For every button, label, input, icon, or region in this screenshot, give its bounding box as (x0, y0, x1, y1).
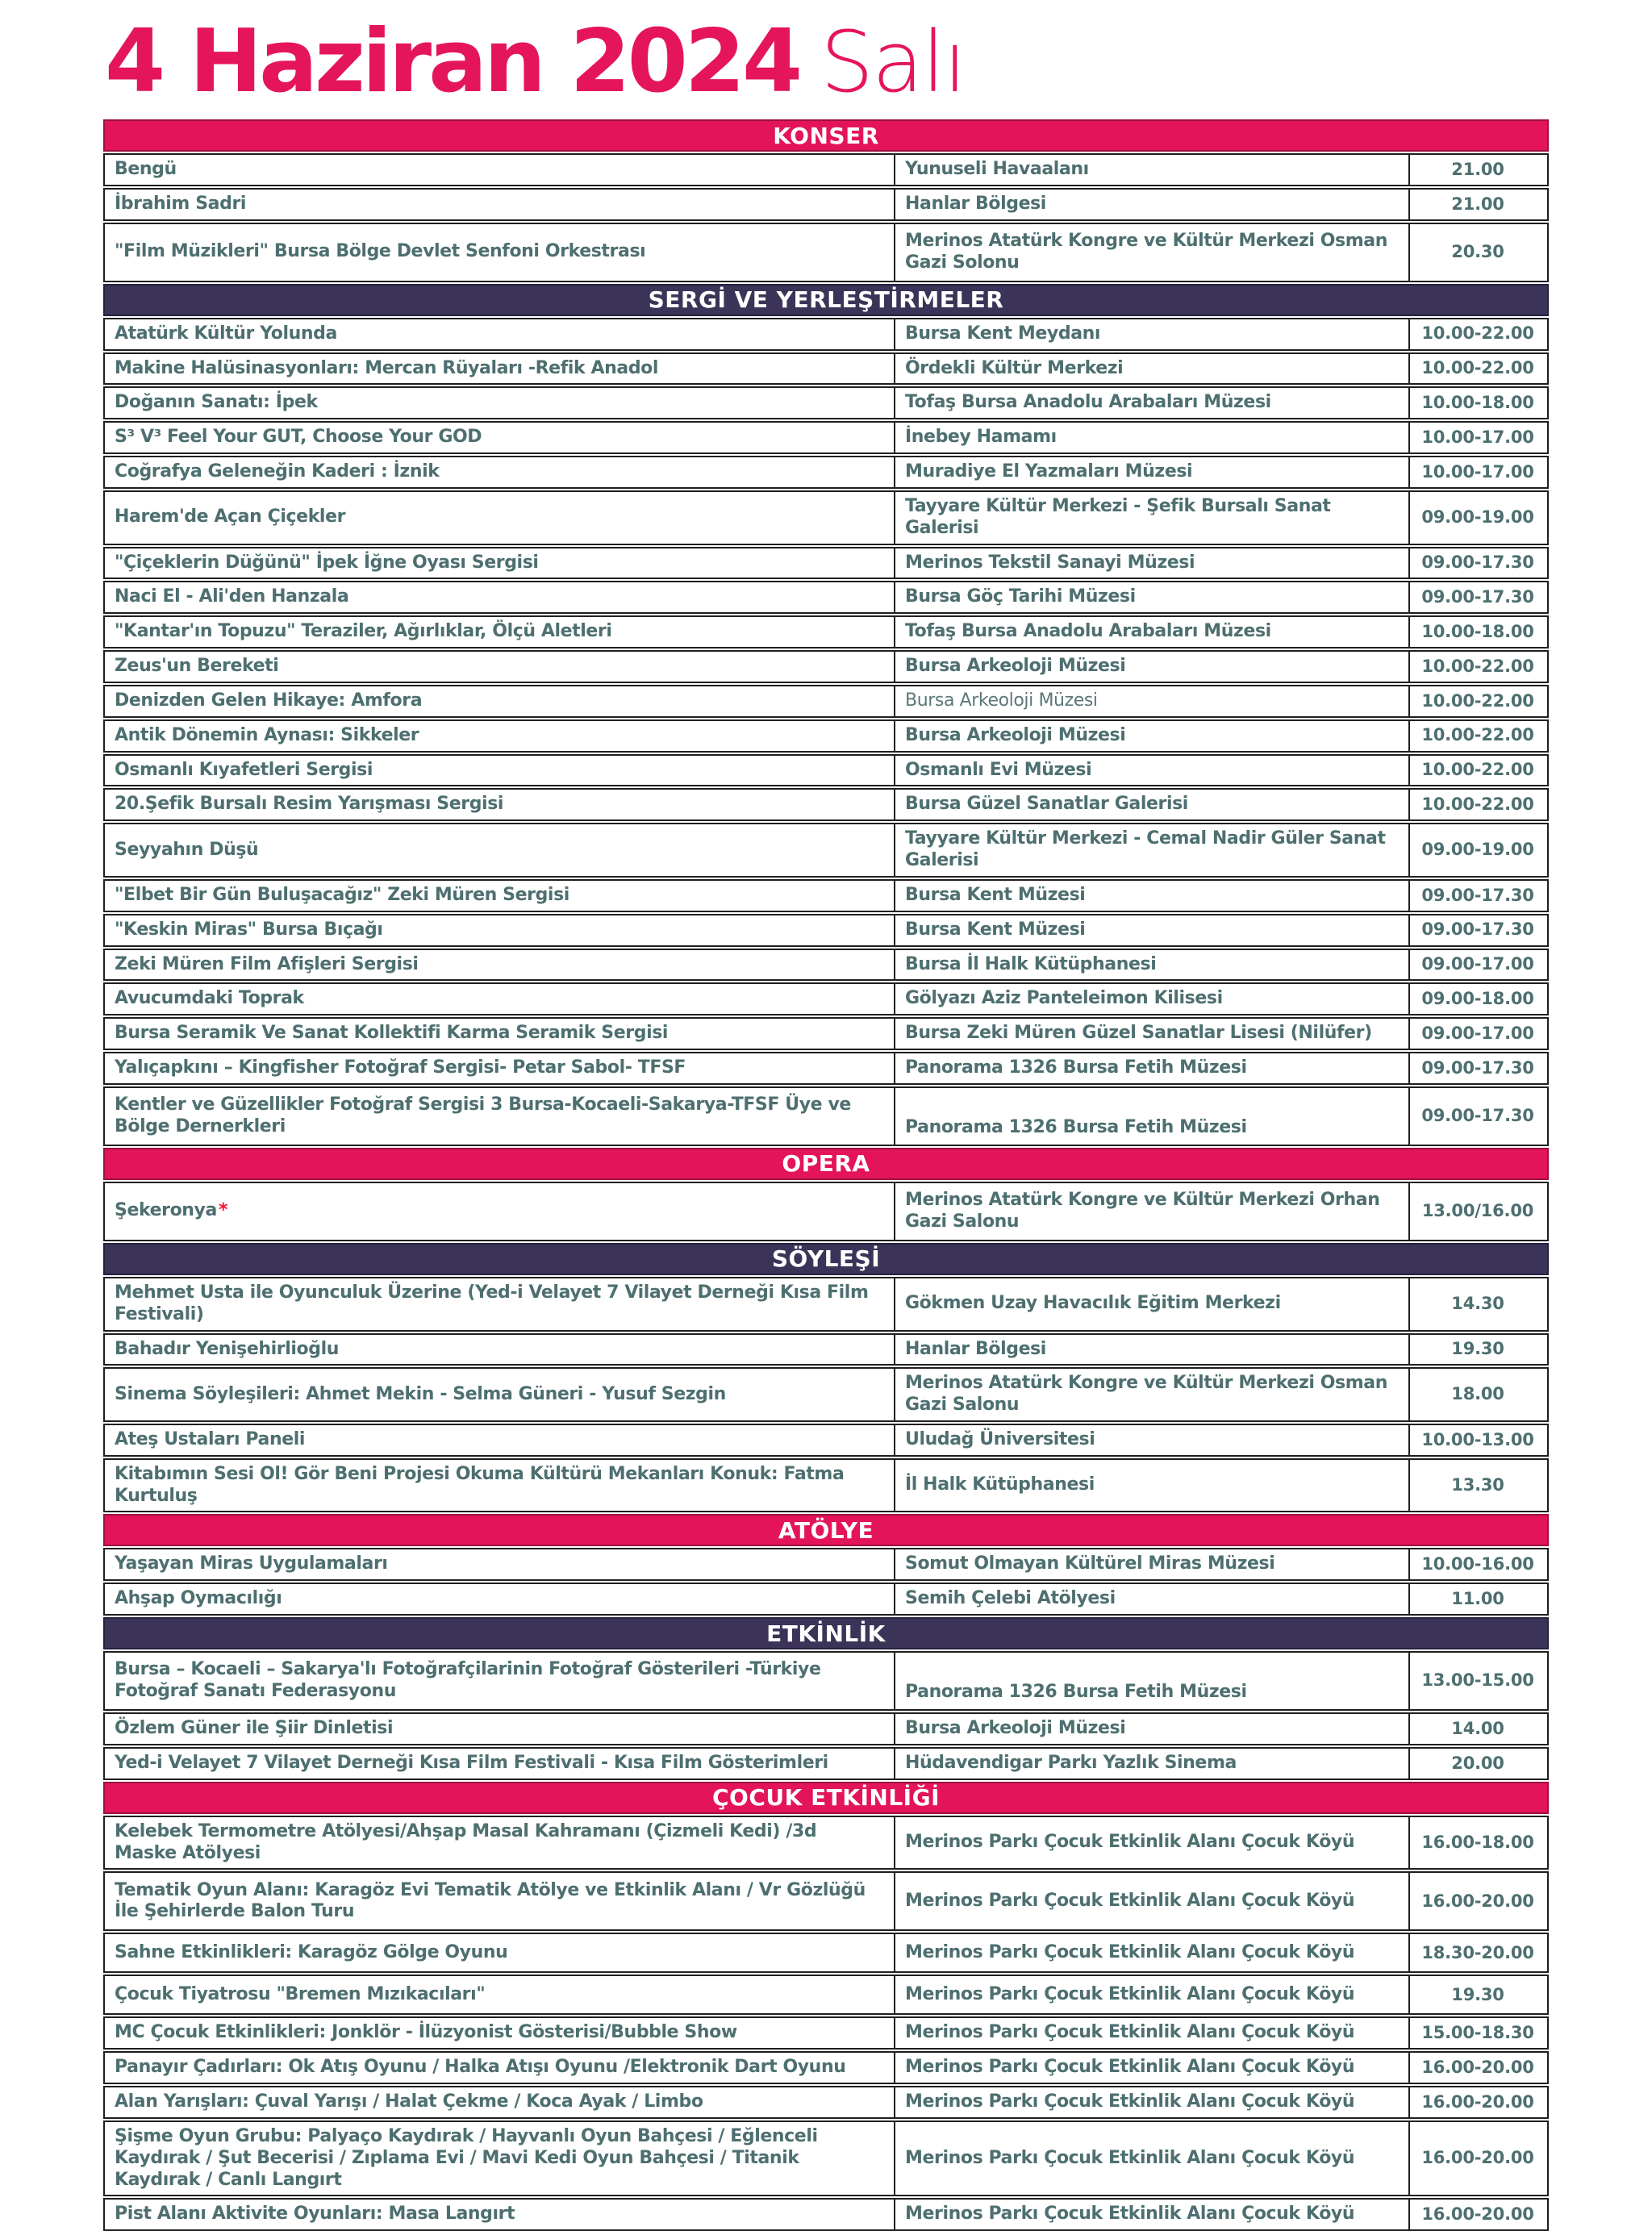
venue-cell: Tofaş Bursa Anadolu Arabaları Müzesi (895, 388, 1410, 418)
event-row (103, 823, 1549, 878)
event-row (103, 547, 1549, 580)
time-cell: 11.00 (1451, 1588, 1504, 1608)
event-name-cell: İbrahim Sadri (105, 190, 895, 219)
event-row (103, 421, 1549, 454)
time-cell: 09.00-17.00 (1421, 1023, 1534, 1043)
time-cell: 10.00-22.00 (1421, 656, 1534, 676)
time-cell: 16.00-20.00 (1421, 2057, 1534, 2077)
event-name-cell: Makine Halüsinasyonları: Mercan Rüyaları -Refik Anadol (105, 354, 895, 384)
venue-cell: Merinos Parkı Çocuk Etkinlik Alanı Çocuk Köyü (895, 1817, 1410, 1869)
venue-cell: Bursa Zeki Müren Güzel Sanatlar Lisesi (Nilüfer) (895, 1019, 1410, 1049)
event-name-cell: Coğrafya Geleneğin Kaderi : İznik (105, 457, 895, 487)
venue-cell: Bursa Kent Müzesi (895, 915, 1410, 945)
event-row (103, 223, 1549, 282)
section-header: ATÖLYE (103, 1514, 1549, 1546)
event-name-cell: "Keskin Miras" Bursa Bıçağı (105, 915, 895, 945)
event-name-cell: Kitabımın Sesi Ol! Gör Beni Projesi Okuma Kültürü Mekanları Konuk: Fatma Kurtuluş (105, 1460, 895, 1512)
time-cell: 10.00-22.00 (1421, 358, 1534, 378)
time-cell: 13.00-15.00 (1421, 1670, 1534, 1691)
time-cell: 16.00-20.00 (1421, 2148, 1534, 2168)
time-cell: 10.00-22.00 (1421, 794, 1534, 815)
event-row (103, 2198, 1549, 2231)
time-cell: 10.00-22.00 (1421, 323, 1534, 344)
venue-cell: Tofaş Bursa Anadolu Arabaları Müzesi (895, 617, 1410, 647)
event-row (103, 581, 1549, 614)
event-row (103, 153, 1549, 186)
title-day: Salı (820, 13, 966, 111)
event-name-cell: "Elbet Bir Gün Buluşacağız" Zeki Müren Sergisi (105, 881, 895, 911)
venue-cell: İnebey Hamamı (895, 423, 1410, 452)
time-cell: 20.30 (1451, 242, 1504, 261)
schedule-table (103, 119, 1549, 2231)
event-row (103, 788, 1549, 821)
time-cell: 13.30 (1451, 1474, 1504, 1495)
section-header: KONSER (103, 119, 1549, 152)
event-name-cell: Kentler ve Güzellikler Fotoğraf Sergisi 3 Bursa-Kocaeli-Sakarya-TFSF Üye ve Bölge Dernerkleri (105, 1088, 895, 1145)
venue-cell: Merinos Parkı Çocuk Etkinlik Alanı Çocuk Köyü (895, 2053, 1410, 2083)
venue-cell: Merinos Atatürk Kongre ve Kültür Merkezi Osman Gazi Salonu (895, 1369, 1410, 1420)
time-cell: 09.00-18.00 (1421, 988, 1534, 1008)
event-name-cell: Şişme Oyun Grubu: Palyaço Kaydırak / Hayvanlı Oyun Bahçesi / Eğlenceli Kaydırak / Şut Becerisi / Zıplama Evi / Mavi Kedi Oyun Bahçesi / Titanik Kaydırak / Canlı Langırt (105, 2122, 895, 2195)
section-header: ETKİNLİK (103, 1617, 1549, 1649)
time-cell: 09.00-17.30 (1421, 1106, 1534, 1126)
event-row (103, 1052, 1549, 1085)
time-cell: 09.00-17.30 (1421, 885, 1534, 905)
event-row (103, 615, 1549, 648)
event-row (103, 754, 1549, 787)
venue-cell: Bursa Arkeoloji Müzesi (895, 1714, 1410, 1744)
venue-cell: Bursa Arkeoloji Müzesi (895, 652, 1410, 682)
time-cell: 10.00-22.00 (1421, 690, 1534, 711)
time-cell: 10.00-18.00 (1421, 621, 1534, 641)
venue-cell: Panorama 1326 Bursa Fetih Müzesi (895, 1088, 1410, 1145)
venue-cell: Bursa Kent Meydanı (895, 319, 1410, 349)
time-cell: 10.00-18.00 (1421, 393, 1534, 413)
venue-cell: Uludağ Üniversitesi (895, 1425, 1410, 1455)
event-row (103, 1712, 1549, 1745)
venue-cell: Muradiye El Yazmaları Müzesi (895, 457, 1410, 487)
time-cell: 09.00-17.30 (1421, 920, 1534, 940)
event-row (103, 1424, 1549, 1457)
event-name-cell: Kelebek Termometre Atölyesi/Ahşap Masal Kahramanı (Çizmeli Kedi) /3d Maske Atölyesi (105, 1817, 895, 1869)
venue-cell: Hanlar Bölgesi (895, 190, 1410, 219)
event-name-cell: Özlem Güner ile Şiir Dinletisi (105, 1714, 895, 1744)
time-cell: 19.30 (1451, 1984, 1504, 2004)
event-name-cell: Harem'de Açan Çiçekler (105, 492, 895, 544)
time-cell: 09.00-17.30 (1421, 1057, 1534, 1078)
time-cell: 09.00-19.00 (1421, 507, 1534, 527)
venue-cell: Merinos Parkı Çocuk Etkinlik Alanı Çocuk Köyü (895, 2122, 1410, 2195)
event-row (103, 490, 1549, 545)
event-name-cell: Sinema Söyleşileri: Ahmet Mekin - Selma Güneri - Yusuf Sezgin (105, 1369, 895, 1420)
venue-cell: Merinos Parkı Çocuk Etkinlik Alanı Çocuk Köyü (895, 1934, 1410, 1971)
event-name-cell: Mehmet Usta ile Oyunculuk Üzerine (Yed-i Velayet 7 Vilayet Derneği Kısa Film Festivali) (105, 1278, 895, 1330)
venue-cell: Yunuseli Havaalanı (895, 155, 1410, 185)
venue-cell: Merinos Tekstil Sanayi Müzesi (895, 548, 1410, 578)
event-row (103, 914, 1549, 947)
time-cell: 21.00 (1451, 159, 1504, 179)
venue-cell: Osmanlı Evi Müzesi (895, 756, 1410, 786)
time-cell: 09.00-19.00 (1421, 840, 1534, 860)
event-name-cell: Pist Alanı Aktivite Oyunları: Masa Langırt (105, 2200, 895, 2229)
event-name-cell: Bahadır Yenişehirlioğlu (105, 1335, 895, 1365)
event-row (103, 949, 1549, 982)
event-name-cell: Denizden Gelen Hikaye: Amfora (105, 686, 895, 716)
event-name-cell: Tematik Oyun Alanı: Karagöz Evi Tematik Atölye ve Etkinlik Alanı / Vr Gözlüğü İle Şehirlerde Balon Turu (105, 1873, 895, 1929)
section-header: ÇOCUK ETKİNLİĞİ (103, 1782, 1549, 1814)
venue-cell: Merinos Parkı Çocuk Etkinlik Alanı Çocuk Köyü (895, 2018, 1410, 2048)
event-row (103, 1086, 1549, 1146)
event-row (103, 1458, 1549, 1513)
venue-cell: İl Halk Kütüphanesi (895, 1460, 1410, 1512)
time-cell: 16.00-20.00 (1421, 2091, 1534, 2112)
venue-cell: Somut Olmayan Kültürel Miras Müzesi (895, 1549, 1410, 1579)
event-name-cell: Yaşayan Miras Uygulamaları (105, 1549, 895, 1579)
time-cell: 09.00-17.30 (1421, 553, 1534, 573)
event-name-cell: MC Çocuk Etkinlikleri: Jonklör - İlüzyonist Gösterisi/Bubble Show (105, 2018, 895, 2048)
event-name-cell: Ateş Ustaları Paneli (105, 1425, 895, 1455)
event-name-cell: Bursa – Kocaeli – Sakarya'lı Fotoğrafçilarinin Fotoğraf Gösterileri -Türkiye Fotoğraf Sanatı Federasyonu (105, 1653, 895, 1709)
event-row (103, 1277, 1549, 1332)
event-row (103, 1816, 1549, 1870)
venue-cell: Merinos Parkı Çocuk Etkinlik Alanı Çocuk Köyü (895, 1873, 1410, 1929)
time-cell: 14.00 (1451, 1718, 1504, 1738)
time-cell: 16.00-20.00 (1421, 1891, 1534, 1911)
event-row (103, 318, 1549, 351)
time-cell: 10.00-22.00 (1421, 760, 1534, 780)
time-cell: 10.00-16.00 (1421, 1554, 1534, 1574)
time-cell: 10.00-17.00 (1421, 461, 1534, 482)
event-name-cell: Alan Yarışları: Çuval Yarışı / Halat Çekme / Koca Ayak / Limbo (105, 2087, 895, 2117)
venue-cell: Panorama 1326 Bursa Fetih Müzesi (895, 1053, 1410, 1083)
event-row (103, 352, 1549, 386)
venue-cell: Hüdavendigar Parkı Yazlık Sinema (895, 1749, 1410, 1779)
section-header: SÖYLEŞİ (103, 1243, 1549, 1275)
venue-cell: Bursa Kent Müzesi (895, 881, 1410, 911)
event-name-cell: Atatürk Kültür Yolunda (105, 319, 895, 349)
event-row (103, 2120, 1549, 2196)
event-name-cell: Seyyahın Düşü (105, 824, 895, 876)
event-name-cell: Bursa Seramik Ve Sanat Kollektifi Karma Seramik Sergisi (105, 1019, 895, 1049)
venue-cell: Bursa Arkeoloji Müzesi (895, 721, 1410, 751)
event-name-cell: Osmanlı Kıyafetleri Sergisi (105, 756, 895, 786)
event-name-cell: Zeki Müren Film Afişleri Sergisi (105, 950, 895, 980)
event-name-cell: Çocuk Tiyatrosu "Bremen Mızıkacıları" (105, 1976, 895, 2013)
time-cell: 16.00-20.00 (1421, 2204, 1534, 2225)
event-name-cell: Ahşap Oymacılığı (105, 1584, 895, 1614)
venue-cell: Merinos Parkı Çocuk Etkinlik Alanı Çocuk Köyü (895, 1976, 1410, 2013)
venue-cell: Hanlar Bölgesi (895, 1335, 1410, 1365)
event-row (103, 188, 1549, 221)
venue-cell: Panorama 1326 Bursa Fetih Müzesi (895, 1653, 1410, 1709)
time-cell: 09.00-17.00 (1421, 954, 1534, 974)
event-row (103, 2051, 1549, 2084)
time-cell: 13.00/16.00 (1421, 1201, 1534, 1221)
event-name-cell: Yed-i Velayet 7 Vilayet Derneği Kısa Film Festivali - Kısa Film Gösterimleri (105, 1749, 895, 1779)
venue-cell: Merinos Atatürk Kongre ve Kültür Merkezi Orhan Gazi Salonu (895, 1183, 1410, 1240)
event-name-cell: "Kantar'ın Topuzu" Teraziler, Ağırlıklar, Ölçü Aletleri (105, 617, 895, 647)
venue-cell: Gölyazı Aziz Panteleimon Kilisesi (895, 984, 1410, 1014)
event-name-cell: "Film Müzikleri" Bursa Bölge Devlet Senfoni Orkestrası (105, 224, 895, 281)
section-header: SERGİ VE YERLEŞTİRMELER (103, 284, 1549, 316)
event-name-cell: Naci El - Ali'den Hanzala (105, 582, 895, 612)
time-cell: 20.00 (1451, 1753, 1504, 1773)
time-cell: 16.00-18.00 (1421, 1832, 1534, 1852)
venue-cell: Tayyare Kültür Merkezi - Cemal Nadir Güler Sanat Galerisi (895, 824, 1410, 876)
time-cell: 18.30-20.00 (1421, 1942, 1534, 1962)
event-row (103, 685, 1549, 718)
venue-cell: Gökmen Uzay Havacılık Eğitim Merkezi (895, 1278, 1410, 1330)
venue-cell: Bursa Arkeoloji Müzesi (895, 686, 1410, 716)
event-row (103, 1333, 1549, 1366)
required-asterisk: * (218, 1200, 228, 1221)
event-row (103, 1017, 1549, 1050)
event-row (103, 1182, 1549, 1241)
event-row (103, 2016, 1549, 2050)
event-name-cell: Şekeronya * (105, 1183, 895, 1240)
venue-cell: Merinos Parkı Çocuk Etkinlik Alanı Çocuk Köyü (895, 2087, 1410, 2117)
event-row (103, 982, 1549, 1015)
venue-cell: Merinos Atatürk Kongre ve Kültür Merkezi Osman Gazi Solonu (895, 224, 1410, 281)
venue-cell: Bursa İl Halk Kütüphanesi (895, 950, 1410, 980)
time-cell: 21.00 (1451, 194, 1504, 214)
event-name-cell: Panayır Çadırları: Ok Atış Oyunu / Halka Atışı Oyunu /Elektronik Dart Oyunu (105, 2053, 895, 2083)
time-cell: 19.30 (1451, 1339, 1504, 1359)
page-title (105, 11, 1549, 112)
time-cell: 10.00-22.00 (1421, 725, 1534, 745)
time-cell: 14.30 (1451, 1293, 1504, 1313)
event-row (103, 2086, 1549, 2119)
event-name-cell: "Çiçeklerin Düğünü" İpek İğne Oyası Sergisi (105, 548, 895, 578)
event-row (103, 1651, 1549, 1711)
time-cell: 15.00-18.30 (1421, 2023, 1534, 2043)
time-cell: 09.00-17.30 (1421, 587, 1534, 607)
event-row (103, 1548, 1549, 1581)
venue-cell: Bursa Göç Tarihi Müzesi (895, 582, 1410, 612)
event-row (103, 1367, 1549, 1422)
event-row (103, 1583, 1549, 1616)
event-row (103, 1871, 1549, 1931)
event-name-cell: Antik Dönemin Aynası: Sikkeler (105, 721, 895, 751)
venue-cell: Ördekli Kültür Merkezi (895, 354, 1410, 384)
event-row (103, 386, 1549, 419)
title-date: 4 Haziran 2024 (105, 11, 800, 112)
time-cell: 18.00 (1451, 1384, 1504, 1404)
section-header: OPERA (103, 1148, 1549, 1180)
time-cell: 10.00-17.00 (1421, 427, 1534, 447)
event-name-cell: Yalıçapkını – Kingfisher Fotoğraf Sergisi- Petar Sabol- TFSF (105, 1053, 895, 1083)
venue-cell: Bursa Güzel Sanatlar Galerisi (895, 790, 1410, 819)
event-name-cell: 20.Şefik Bursalı Resim Yarışması Sergisi (105, 790, 895, 819)
event-name-cell: S³ V³ Feel Your GUT, Choose Your GOD (105, 423, 895, 452)
event-row (103, 650, 1549, 683)
event-name-cell: Bengü (105, 155, 895, 185)
venue-cell: Merinos Parkı Çocuk Etkinlik Alanı Çocuk Köyü (895, 2200, 1410, 2229)
event-name-cell: Sahne Etkinlikleri: Karagöz Gölge Oyunu (105, 1934, 895, 1971)
event-row (103, 879, 1549, 912)
event-row (103, 1975, 1549, 2015)
event-name-cell: Zeus'un Bereketi (105, 652, 895, 682)
event-row (103, 1933, 1549, 1973)
time-cell: 10.00-13.00 (1421, 1429, 1534, 1449)
event-row (103, 719, 1549, 753)
event-row (103, 1747, 1549, 1780)
event-name-cell: Doğanın Sanatı: İpek (105, 388, 895, 418)
venue-cell: Tayyare Kültür Merkezi - Şefik Bursalı Sanat Galerisi (895, 492, 1410, 544)
event-name-cell: Avucumdaki Toprak (105, 984, 895, 1014)
venue-cell: Semih Çelebi Atölyesi (895, 1584, 1410, 1614)
event-row (103, 456, 1549, 489)
